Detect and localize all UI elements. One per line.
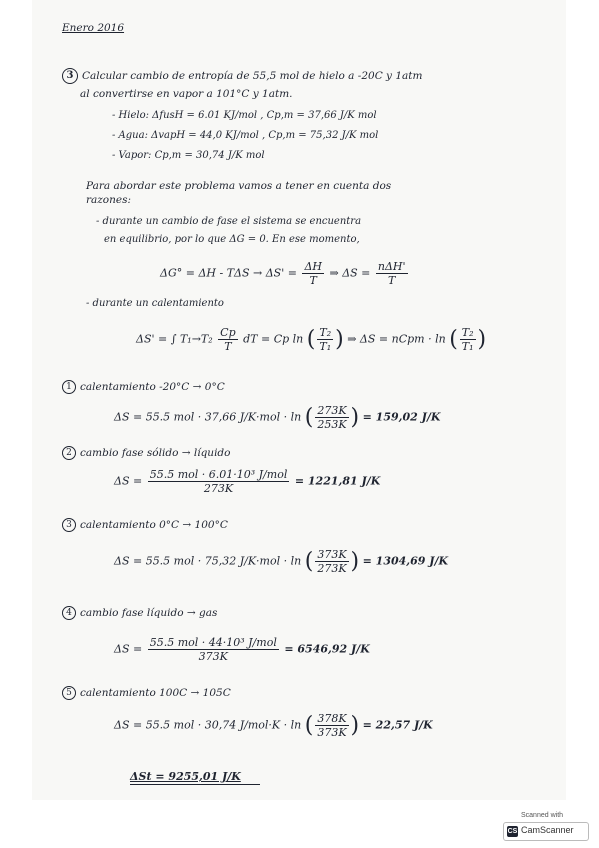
scanned-with-label: Scanned with	[521, 812, 564, 819]
step-2-title: 2 cambio fase sólido → líquido	[62, 446, 230, 460]
camscanner-logo-box	[503, 822, 589, 841]
step-3-equation: ΔS = 55.5 mol · 75,32 J/K·mol · ln ( $\frac{373K}{273K}$ ) = 1304,69 J/K	[114, 548, 449, 575]
step-4-equation: ΔS = $\frac{\text{55.5 mol · 44·10³ J/mol}}{373K}$ = 6546,92 J/K	[114, 636, 370, 663]
step-1-title: 1 calentamiento -20°C → 0°C	[62, 380, 225, 394]
intro-line-1: Para abordar este problema vamos a tener en cuenta dos	[86, 180, 392, 192]
camscanner-logo-icon: CS	[507, 828, 518, 835]
problem-line-1: 3 Calcular cambio de entropía de 55,5 mol de hielo a -20C y 1atm	[62, 68, 422, 84]
step-5-title: 5 calentamiento 100C → 105C	[62, 686, 231, 700]
camscanner-name: CamScanner	[521, 825, 574, 835]
problem-number-badge: 3	[62, 68, 78, 84]
phase-change-line-1: - durante un cambio de fase el sistema se encuentra	[96, 216, 362, 227]
total-entropy: ΔSt = 9255,01 J/K	[130, 770, 241, 783]
step-1-equation: ΔS = 55.5 mol · 37,66 J/K·mol · ln ( $\frac{273K}{253K}$ ) = 159,02 J/K	[114, 404, 441, 431]
step-5-equation: ΔS = 55.5 mol · 30,74 J/mol·K · ln ( $\frac{378K}{373K}$ ) = 22,57 J/K	[114, 712, 433, 739]
date-header: Enero 2016	[62, 22, 125, 34]
step-4-title: 4 cambio fase líquido → gas	[62, 606, 217, 620]
problem-line-2: al convertirse en vapor a 101°C y 1atm.	[80, 88, 293, 100]
camscanner-badge	[503, 811, 589, 841]
data-vapor: - Vapor: Cp,m = 30,74 J/K mol	[112, 150, 265, 161]
step-2-equation: ΔS = $\frac{\text{55.5 mol · 6.01·10³ J/mol}}{273K}$ = 1221,81 J/K	[114, 468, 381, 495]
data-water: - Agua: ΔvapH = 44,0 KJ/mol , Cp,m = 75,32 J/K mol	[112, 130, 379, 141]
total-double-underline	[130, 784, 260, 785]
phase-change-line-2: en equilibrio, por lo que ΔG = 0. En ese momento,	[104, 234, 360, 245]
heating-equation: ΔS' = ∫ T₁→T₂ $\frac{Cp}{T}$ dT = Cp ln ( $\frac{\text{T₂}}{\text{T₁}}$ ) ⇒ ΔS = nCpm · ln ( $\frac{\text{T₂}}{\text{T₁}}$ )	[136, 326, 487, 353]
phase-change-equation: ΔG° = ΔH - TΔS → ΔS' = $\frac{\Delta H}{T}$ ⇒ ΔS = $\frac{\text{nΔH'}}{T}$	[160, 260, 406, 287]
heating-heading: - durante un calentamiento	[86, 298, 224, 309]
fraction-ndh-t: $\frac{\text{nΔH'}}{T}$	[377, 260, 406, 287]
fraction-dh-t: $\frac{\Delta H}{T}$	[304, 260, 322, 287]
step-3-title: 3 calentamiento 0°C → 100°C	[62, 518, 228, 532]
intro-line-2: razones:	[86, 194, 132, 206]
data-ice: - Hielo: ΔfusH = 6.01 KJ/mol , Cp,m = 37,66 J/K mol	[112, 110, 377, 121]
